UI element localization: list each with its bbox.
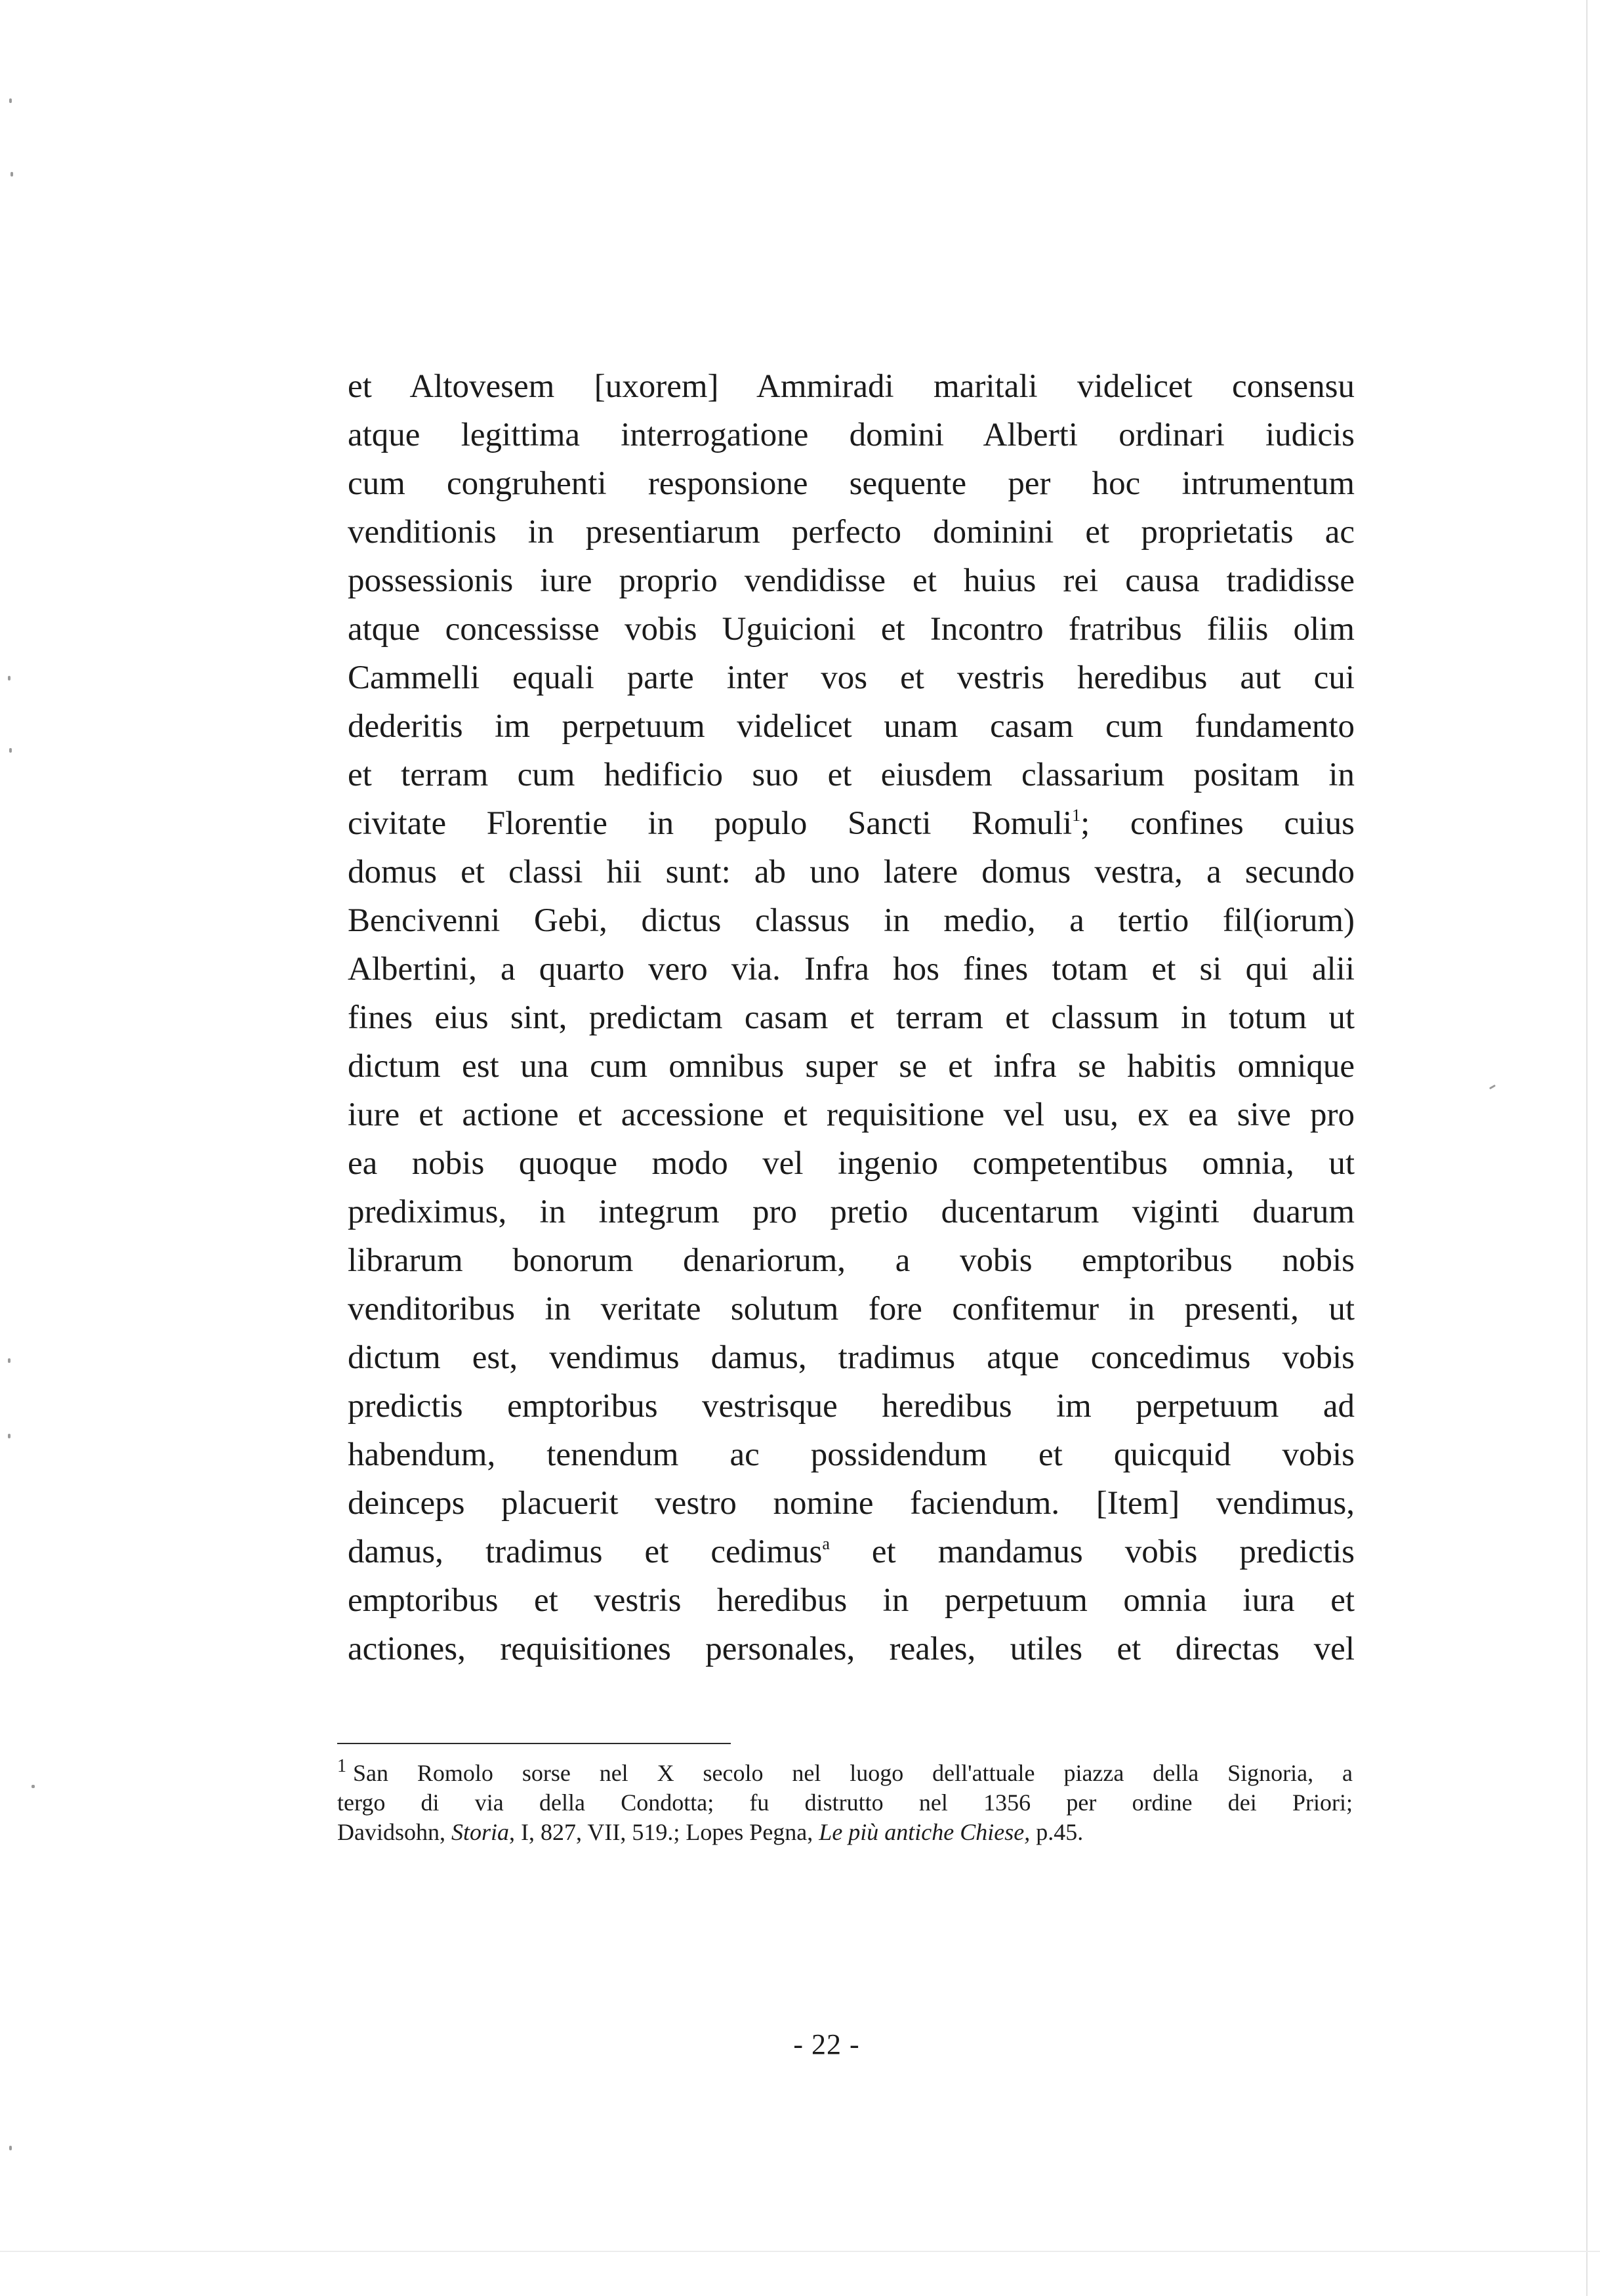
page-number: - 22 - <box>793 2028 860 2060</box>
text-line: habendum, tenendum ac possidendum et quicquid vobis <box>348 1436 1355 1473</box>
text-line: Bencivenni Gebi, dictus classus in medio, a tertio fil(iorum) <box>348 902 1355 939</box>
main-text-body <box>348 362 1355 1673</box>
text-line: possessionis iure proprio vendidisse et huius rei causa tradidisse <box>348 562 1355 599</box>
scan-speck <box>8 676 10 680</box>
text-segment: damus, tradimus et cedimus <box>348 1534 823 1570</box>
footnote-line <box>337 1818 1353 1847</box>
text-line: prediximus, in integrum pro pretio ducentarum viginti duarum <box>348 1194 1355 1230</box>
footnote-line <box>337 1756 1353 1788</box>
text-line <box>348 799 1355 848</box>
footnote-text: Davidsohn, <box>337 1819 451 1845</box>
text-line: venditionis in presentiarum perfecto dominini et proprietatis ac <box>348 514 1355 551</box>
scan-speck <box>8 1358 10 1363</box>
text-line: deinceps placuerit vestro nomine faciendum. [Item] vendimus, <box>348 1485 1355 1522</box>
text-segment: civitate Florentie in populo Sancti Romuli <box>348 805 1073 842</box>
text-line: dictum est, vendimus damus, tradimus atque concedimus vobis <box>348 1339 1355 1376</box>
scan-speck <box>9 98 12 103</box>
footnote-separator <box>337 1743 731 1744</box>
scan-page-edge <box>1586 0 1588 2296</box>
text-line: librarum bonorum denariorum, a vobis emptoribus nobis <box>348 1242 1355 1279</box>
text-line: ea nobis quoque modo vel ingenio competentibus omnia, ut <box>348 1145 1355 1182</box>
scan-speck <box>9 2146 12 2150</box>
text-line: et Altovesem [uxorem] Ammiradi maritali videlicet consensu <box>348 368 1355 405</box>
footnote-line: tergo di via della Condotta; fu distrutto nel 1356 per ordine dei Priori; <box>337 1789 1353 1816</box>
text-line: emptoribus et vestris heredibus in perpetuum omnia iura et <box>348 1582 1355 1619</box>
text-line: actiones, requisitiones personales, reales, utiles et directas vel <box>348 1631 1355 1667</box>
footnote-text: p.45. <box>1030 1819 1084 1845</box>
text-line: et terram cum hedificio suo et eiusdem classarium positam in <box>348 757 1355 793</box>
scan-speck <box>1489 1085 1496 1090</box>
text-line: venditoribus in veritate solutum fore confitemur in presenti, ut <box>348 1291 1355 1327</box>
scan-speck <box>10 172 13 177</box>
text-line: Cammelli equali parte inter vos et vestris heredibus aut cui <box>348 659 1355 696</box>
footnote-text: , I, 827, VII, 519.; Lopes Pegna, <box>509 1819 819 1845</box>
text-line: Albertini, a quarto vero via. Infra hos fines totam et si qui alii <box>348 951 1355 988</box>
critical-note-reference-a[interactable]: a <box>822 1534 830 1553</box>
text-line: dictum est una cum omnibus super se et infra se habitis omnique <box>348 1048 1355 1085</box>
text-line: domus et classi hii sunt: ab uno latere domus vestra, a secundo <box>348 854 1355 890</box>
text-line <box>348 1528 1355 1576</box>
scan-speck <box>9 748 12 753</box>
footnote-text: San Romolo sorse nel X secolo nel luogo dell'attuale piazza della Signoria, a <box>353 1760 1353 1786</box>
footnote-number: 1 <box>337 1756 346 1776</box>
text-segment: ; confines cuius <box>1080 805 1355 842</box>
footnote-1 <box>337 1756 1353 1847</box>
text-line: fines eius sint, predictam casam et terram et classum in totum ut <box>348 999 1355 1036</box>
text-line: predictis emptoribus vestrisque heredibus im perpetuum ad <box>348 1388 1355 1425</box>
scan-speck <box>31 1785 35 1788</box>
text-line: cum congruhenti responsione sequente per hoc intrumentum <box>348 465 1355 502</box>
footnote-reference-1[interactable]: 1 <box>1072 806 1081 825</box>
citation-title: Le più antiche Chiese, <box>819 1819 1031 1845</box>
text-line: atque legittima interrogatione domini Alberti ordinari iudicis <box>348 417 1355 453</box>
scan-speck <box>8 1434 10 1438</box>
text-line: atque concessisse vobis Uguicioni et Incontro fratribus filiis olim <box>348 611 1355 648</box>
text-line: iure et actione et accessione et requisitione vel usu, ex ea sive pro <box>348 1096 1355 1133</box>
text-line: dederitis im perpetuum videlicet unam casam cum fundamento <box>348 708 1355 745</box>
text-segment: et mandamus vobis predictis <box>829 1534 1355 1570</box>
citation-title: Storia <box>451 1819 510 1845</box>
scan-page-edge <box>0 2251 1600 2252</box>
